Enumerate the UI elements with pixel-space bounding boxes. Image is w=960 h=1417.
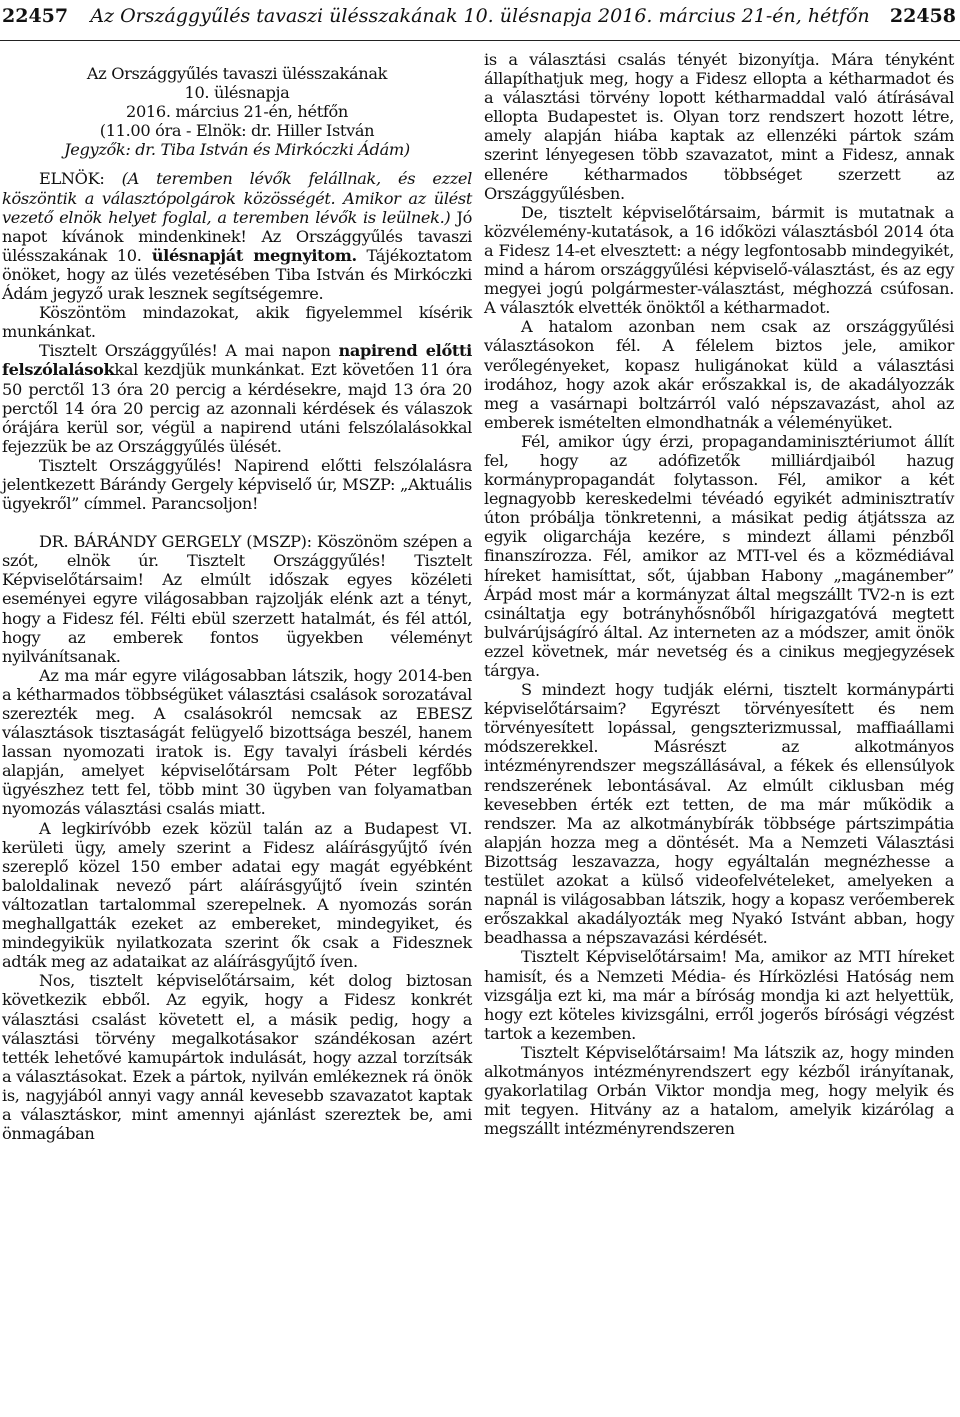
paragraph: S mindezt hogy tudják elérni, tisztelt kormánypárti képviselőtársaim? Egyrészt törvényesített és nem törvényesített lopással, gengszterizmussal, maffiaállami módszerekkel. Másrészt az alkotmányos intézményrendszer megszállásával, a fékek és ellensúlyok rendszerének lebontásával. Az elmúlt ciklusban még kevesebben érték ezt tetten, de ma már működik a rendszer. Ma az alkotmánybírák többsége pártszimpátia alapján hozza meg a döntését. Ma a Nemzeti Választási Bizottság leszavazza, hogy egyáltalán megnézhesse a testület azokat a külső videofelvételeket, amelyeken a napnál is világosabban látszik, hogy a kopasz verőemberek erőszakkal akadályozták meg Nyakó Istvánt abban, hogy beadhassa a népszavazási kérdését. [484,680,954,948]
opening-line-4 [2,121,472,140]
bold-text: napirend előtti felszólalások [2,341,472,380]
opening-line-3: 2016. március 21-én, hétfőn [126,102,348,122]
paragraph [2,341,472,456]
paragraph: Fél, amikor úgy érzi, propagandaminisztériumot állít fel, hogy az adófizetők milliárdjaiból hazug kormánypropagandát folytasson. Fél, amikor a két legnagyobb kereskedelmi tévéadó egyikét adminisztratív úton próbálja tönkretenni, a másikat pedig átjátssza az egyik oligarchája kezére, s mindezt állami pénzből finanszírozza. Fél, amikor az MTI-vel és a közmédiával híreket hamisíttat, sőt, újabban Habony „magánember” Árpád most már a kormányzat által megszállt TV2-n is ezt csináltatja egy botrányhősnőből hírigazgatóvá megtett bulvárújságíró által. Az interneten az a módszer, amit önök ezzel követnek, már nevetség és a cinikus megjegyzések tárgya. [484,431,954,680]
header-rule [0,40,960,41]
paragraph: is a választási csalás tényét bizonyítja. Mára tényként állapíthatjuk meg, hogy a Fidesz ellopta a kétharmadot és a választási törvény lopott kétharmaddal való átírásával ellopta Budapestet is. Olyan torz rendszert hozott létre, amely alapján hiába kaptak az ellenzéki pártok szám szerint lényegesen több szavazatot, mint a Fidesz, annak ellenére kétharmados többséget szerzett az Országgyűlésben. [484,50,954,203]
opening-line-2: 10. ülésnapja [184,83,290,103]
paragraph: Tisztelt Képviselőtársaim! Ma, amikor az MTI híreket hamisít, és a Nemzeti Média- és Hírközlési Hatóság nem vizsgálja ezt ki, ma már a bíróság mondja ki azt helyettük, hogy ezt köteles kivizsgálni, erről jogerős bírósági végzést tartok a kezemben. [484,947,954,1043]
paragraph: A legkirívóbb ezek közül talán az a Budapest VI. kerületi ügy, amely szerint a Fidesz aláírásgyűjtő ívén szereplő közel 150 ember adatai egy magát egyébként baloldalinak nevező párt aláírásgyűjtő ívein szintén változatlan tartalommal szerepelnek. A nyomozás során meghallgatták ezeket az embereket, mindegyiket, és mindegyikük nyilatkozata szerint ők csak a Fidesznek adták meg az adataikat az aláírásgyűjtő íven. [2,818,472,972]
opening-line-1: Az Országgyűlés tavaszi ülésszakának [86,64,388,83]
text-run: Tisztelt Országgyűlés! A mai napon [39,341,339,361]
opening-time-hour: (11. [99,121,131,141]
paragraph: A hatalom azonban nem csak az országgyűlési választásokon fél. A félelem biztos jele, amikor verőlegényeket, kopasz huligánokat küld a választási irodához, hogy azok akár erőszakkal is, de akadályozzák meg a vasárnapi boltzárról való népszavazást, ahol az emberek ismételten elmondhatnák a véleményüket. [484,317,954,432]
bold-text: ülésnapját megnyitom. [141,245,357,265]
left-column [2,50,472,1143]
session-opening-block [2,64,472,159]
opening-line-5: Jegyzők: dr. Tiba István és Mirkóczki Ádám) [64,140,410,160]
paragraph: Köszöntöm mindazokat, akik figyelemmel kísérik munkánkat. [2,303,472,342]
page-header [0,0,960,40]
paragraph: Az ma már egyre világosabban látszik, hogy 2014-ben a kétharmados többségüket választási csalások sorozatával szerezték meg. A csalásokról nemcsak az EBESZ választások tisztaságát felügyelő bizottsága beszél, hanem lassan nyomozati iratok is. Egy tavalyi írásbeli kérdés alapján, amelyet képviselőtársam Polt Péter legfőbb ügyészhez tett fel, több mint 30 ügyben van folyamatban nyomozás választási csalás miatt. [2,665,472,819]
right-column [484,50,954,1138]
page-number-left: 22457 [2,5,69,27]
paragraph [2,169,472,303]
paragraph: De, tisztelt képviselőtársaim, bármit is mutatnak a közvélemény-kutatások, a 16 időközi választásból 2014 óta a Fidesz 14-et elvesztett: a négy legfontosabb mindegyikét, mind a három országgyűlési képviselő-választást, és az egy megyei jogú polgármester-választást, méghozzá csúfosan. A választók elvették önöktől a kétharmadot. [484,202,954,318]
paragraph: Tisztelt Országgyűlés! Napirend előtti felszólalásra jelentkezett Bárándy Gergely képviselő úr, MSZP: „Aktuális ügyekről” címmel. Parancsoljon! [2,455,472,514]
page-number-right: 22458 [889,5,956,27]
running-title: Az Országgyűlés tavaszi ülésszakának 10. ülésnapja 2016. március 21-én, hétfőn [90,5,870,27]
text-run: kal kezdjük munkánkat. Ezt követően 11 óra 50 perctől 13 óra 20 percig a kérdésekre, majd 13 óra 20 perctől 14 óra 20 percig az azonnali kérdések és válaszok órájára kerül sor, végül a napirend utáni felszólalásokkal fejezzük be az Országgyűlés ülését. [2,360,472,456]
text-run: Tájékoztatom önöket, hogy az ülés vezetésében Tiba István és Mirkóczki Ádám jegyző urak lesznek segítségemre. [2,245,472,304]
speaker-label: ELNÖK: [39,169,105,189]
paragraph: Nos, tisztelt képviselőtársaim, két dolog biztosan következik ebből. Az egyik, hogy a Fidesz konkrét választási csalást követett el, a másik pedig, hogy a választási törvény megalkotásakor szándékosan azért tették lehetővé kamupártok indulását, hogy azzal torzítsák a választásokat. Ezek a pártok, nyilván emlékeznek rá önök is, nagyjából annyi vagy annál kevesebb szavazatot kaptak a választáskor, mint amennyi ajánlást szereztek be, ami önmagában [2,971,472,1144]
paragraph: Tisztelt Képviselőtársaim! Ma látszik az, hogy minden alkotmányos intézményrendszert egy kézből irányítanak, gyakorlatilag Orbán Viktor mondja meg, hogy melyik és mit tegyen. Hitvány az a hatalom, amelyik kizárólag a megszállt intézményrendszeren [484,1042,954,1139]
stage-direction: (A teremben lévők felállnak, és ezzel köszöntik a választópolgárok közösségét. Amikor az ülést vezető elnök helyet foglal, a teremben lévők is leülnek.) [2,169,472,227]
opening-time-minute: 00 óra - Elnök: dr. Hiller István [130,121,375,141]
paragraph: DR. BÁRÁNDY GERGELY (MSZP): Köszönöm szépen a szót, elnök úr. Tisztelt Országgyűlés! Tisztelt Képviselőtársaim! Az elmúlt időszak egyes közéleti eseményei egyre világosabban rajzolják elénk azt a tényt, hogy a Fidesz fél. Félti ebül szerzett hatalmát, és fél attól, hogy az emberek fontos ügyekben véleményt nyilvánítsanak. [2,532,472,666]
spacer [2,513,472,532]
text-run: Jó napot kívánok mindenkinek! Az Országgyűlés tavaszi ülésszakának 10. [2,207,472,265]
